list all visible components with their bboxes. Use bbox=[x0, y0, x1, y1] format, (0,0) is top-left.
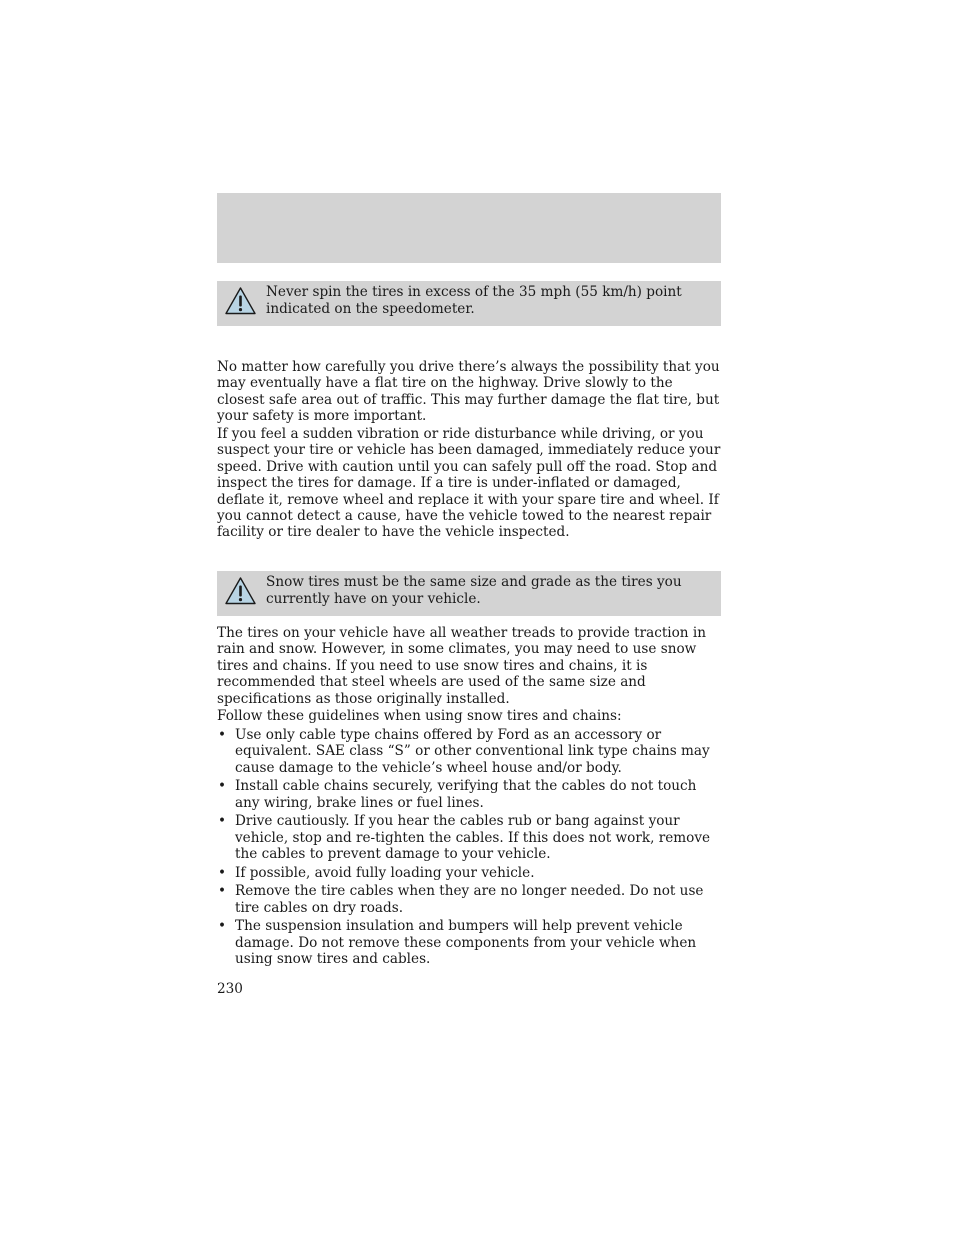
list-item-text: Use only cable type chains offered by Ford as an accessory or equivalent. SAE class “S” or other conventional link type chains may cause damage to the vehicle’s wheel house and/or body. bbox=[235, 727, 710, 776]
warning-triangle-icon bbox=[224, 576, 257, 606]
list-item-text: Remove the tire cables when they are no longer needed. Do not use tire cables on dry roads. bbox=[235, 883, 704, 916]
paragraph-all-weather: The tires on your vehicle have all weather treads to provide traction in rain and snow. However, in some climates, you may need to use snow tires and chains. If you need to use snow tires and chains, it is recommended that steel wheels are used of the same size and specifications as those originally installed. bbox=[217, 625, 706, 707]
warning-text: Never spin the tires in excess of the 35 mph (55 km/h) point indicated on the speedometer. bbox=[266, 284, 682, 317]
list-item-text: Drive cautiously. If you hear the cables rub or bang against your vehicle, stop and re-tighten the cables. If this does not work, remove the cables to prevent damage to your vehicle. bbox=[235, 813, 711, 863]
bullet-dot: • bbox=[218, 883, 227, 900]
bullet-dot: • bbox=[218, 918, 227, 935]
bullet-dot: • bbox=[218, 813, 227, 830]
bullet-dot: • bbox=[218, 727, 227, 743]
warning-triangle-icon bbox=[224, 286, 257, 316]
page-number: 230 bbox=[217, 981, 243, 997]
paragraph-guidelines-intro: Follow these guidelines when using snow tires and chains: bbox=[217, 708, 622, 724]
list-item bbox=[217, 727, 723, 776]
list-item-text: Install cable chains securely, verifying that the cables do not touch any wiring, brake lines or fuel lines. bbox=[235, 778, 697, 811]
list-item-text: If possible, avoid fully loading your vehicle. bbox=[235, 864, 535, 881]
paragraph-flat-tire: No matter how carefully you drive there’s always the possibility that you may eventually have a flat tire on the highway. Drive slowly to the closest safe area out of traffic. This may further damage the flat tire, but your safety is more important. bbox=[217, 359, 720, 425]
section-header-band bbox=[217, 193, 721, 263]
bullet-dot: • bbox=[218, 864, 227, 881]
warning-text: Snow tires must be the same size and grade as the tires you currently have on your vehicle. bbox=[266, 574, 682, 607]
list-item bbox=[217, 813, 723, 862]
paragraph-vibration: If you feel a sudden vibration or ride disturbance while driving, or you suspect your tire or vehicle has been damaged, immediately reduce your speed. Drive with caution until you can safely pull off the road. Stop and inspect the tires for damage. If a tire is under-inflated or damaged, deflate it, remove wheel and replace it with your spare tire and wheel. If you cannot detect a cause, have the vehicle towed to the nearest repair facility or tire dealer to have the vehicle inspected. bbox=[217, 426, 721, 541]
list-item-text: The suspension insulation and bumpers will help prevent vehicle damage. Do not remove these components from your vehicle when using snow tires and cables. bbox=[235, 918, 697, 968]
list-item bbox=[217, 778, 723, 811]
bullet-dot: • bbox=[218, 778, 227, 795]
warning-box-spin bbox=[217, 281, 721, 326]
guidelines-list bbox=[217, 727, 723, 970]
list-item bbox=[217, 918, 723, 967]
warning-box-snow-tires bbox=[217, 571, 721, 616]
list-item bbox=[217, 883, 723, 916]
list-item bbox=[217, 865, 723, 881]
